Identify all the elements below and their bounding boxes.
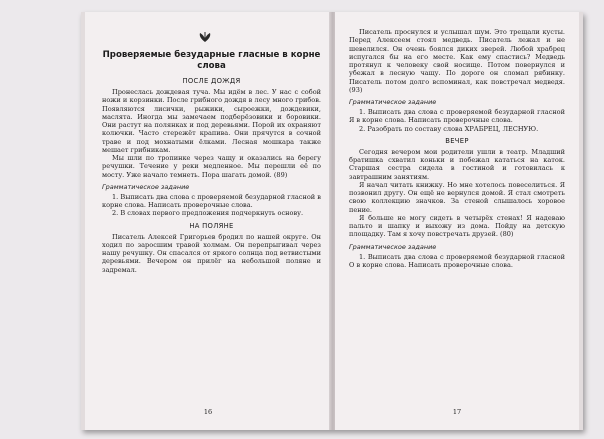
grammar-task-item: 1. Выписать два слова с проверяемой безударной гласной О в корне слова. Написать проверочные слова. — [349, 252, 565, 269]
dictation-title-1: ПОСЛЕ ДОЖДЯ — [182, 77, 241, 85]
dictation-paragraph: Писатель Алексей Григорьев бродил по нашей округе. Он ходил по заросшим травой холмам. Он перепрыгивал через нашу речушку. Он спасался от яркого солнца под ветвистыми деревьями. Вечером он прилёг на небольшой поляне и задремал. — [102, 232, 321, 274]
dictation-paragraph: Сегодня вечером мои родители ушли в театр. Младший братишка схватил коньки и побежал кататься на каток. Старшая сестра сидела в гостиной и готовилась к завтрашним занятиям. — [349, 147, 565, 181]
dictation-paragraph: Я начал читать книжку. Но мне хотелось повеселиться. Я позвонил другу. Он ещё не вернулся домой. Я стал смотреть свою коллекцию значков. За стеной слышалось хоровое пение. — [349, 180, 565, 214]
grammar-task-label: Грамматическое задание — [349, 98, 437, 106]
dictation-paragraph: Писатель проснулся и услышал шум. Это трещали кусты. Перед Алексеем стоял медведь. Писатель лежал и не шевелился. Он очень боялся диких зверей. Любой храбрец испугался бы на его месте. Как ему спастись? Медведь протянул к человеку свой носище. Потом повернулся и убежал в лесную чащу. По дороге он сломал рябинку. Писатель потом долго вспоминал, как повстречал медведя. (93) — [349, 28, 565, 94]
leaf-ornament-icon — [198, 31, 212, 43]
page-number: 16 — [203, 408, 213, 416]
grammar-task-label: Грамматическое задание — [349, 242, 437, 251]
open-book — [81, 12, 583, 430]
page-right — [335, 12, 579, 430]
dictation-paragraph: Я больше не могу сидеть в четырёх стенах! Я надеваю пальто и шапку и выхожу из дома. Пойду на детскую площадку. Там я хочу повстречать друзей. (80) — [349, 213, 565, 239]
dictation-title-3: ВЕЧЕР — [445, 136, 469, 145]
page-number: 17 — [452, 408, 462, 416]
grammar-task-label: Грамматическое задание — [102, 182, 190, 191]
dictation-paragraph: Пронеслась дождевая туча. Мы идём в лес. У нас с собой ножи и корзинки. После грибного дождя в лесу много грибов. Появляются лисички, рыжики, сыроежки, дождевики, маслята. Иногда мы замечаем подберёзовики и боровики. Они растут на полянках и под деревьями. Порой их охраняют колючки. Часто стережёт крапива. Они прячутся в сочной траве и под мохнатыми ёлками. Лесная мошкара также мешает грибникам. — [102, 88, 321, 154]
grammar-task-item: 2. В словах первого предложения подчеркнуть основу. — [112, 209, 304, 218]
grammar-task-item: 2. Разобрать по составу слова ХРАБРЕЦ, ЛЕСНУЮ. — [359, 124, 539, 133]
grammar-task-item: 1. Выписать два слова с проверяемой безударной гласной в корне слова. Написать проверочные слова. — [102, 192, 321, 209]
section-title: Проверяемые безударные гласные в корне слова — [102, 50, 321, 71]
page-left — [85, 12, 331, 430]
dictation-title-2: НА ПОЛЯНЕ — [189, 221, 234, 230]
grammar-task-item: 1. Выписать два слова с проверяемой безударной гласной Я в корне слова. Написать проверочные слова. — [349, 108, 565, 125]
dictation-paragraph: Мы шли по тропинке через чащу и оказались на берегу речушки. Течение у реки медленное. Мы перешли её по мосту. Уже начало темнеть. Пора шагать домой. (89) — [102, 154, 321, 179]
